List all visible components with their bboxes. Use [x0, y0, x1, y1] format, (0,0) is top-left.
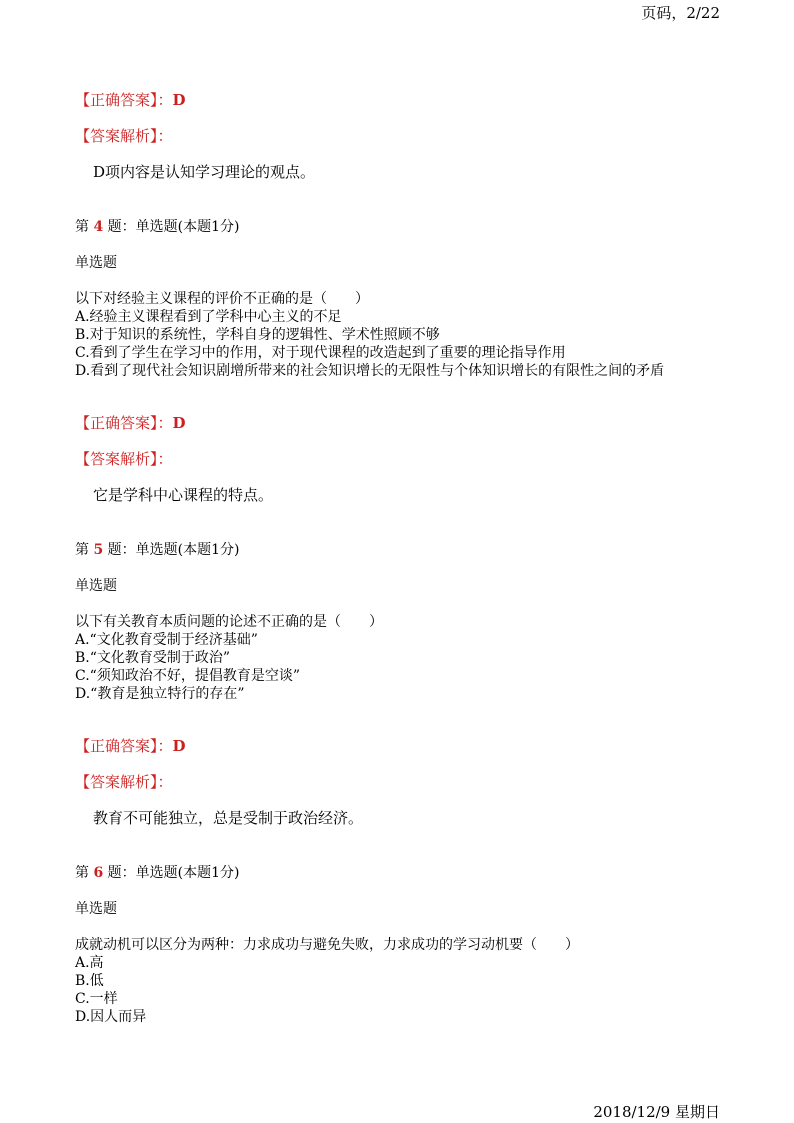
answer-analysis-text: 它是学科中心课程的特点。 — [93, 486, 274, 504]
question-number: 5 — [93, 542, 104, 558]
option-a: A.经验主义课程看到了学科中心主义的不足 — [75, 309, 342, 325]
option-a: A.高 — [75, 955, 104, 971]
option-list — [75, 954, 579, 1026]
option-c: C.看到了学生在学习中的作用，对于现代课程的改造起到了重要的理论指导作用 — [75, 345, 566, 361]
option-a: A.“文化教育受制于经济基础” — [75, 632, 258, 648]
question-type-info: 题：单选题(本题1分) — [107, 865, 240, 881]
option-b: B.对于知识的系统性，学科自身的逻辑性、学术性照顾不够 — [75, 327, 440, 343]
correct-answer-label: 【正确答案】： — [75, 737, 173, 755]
answer-analysis-text: D项内容是认知学习理论的观点。 — [93, 163, 316, 181]
question-prefix: 第 — [75, 865, 89, 881]
question-header — [75, 541, 240, 559]
question-type-label: 单选题 — [75, 578, 117, 594]
question-block — [75, 613, 383, 703]
answer-analysis-label: 【答案解析】： — [75, 773, 173, 791]
question-header — [75, 218, 240, 236]
option-c: C.一样 — [75, 991, 118, 1007]
question-stem: 以下对经验主义课程的评价不正确的是（ ） — [75, 291, 369, 307]
question-prefix: 第 — [75, 542, 89, 558]
question-type-info: 题：单选题(本题1分) — [107, 542, 240, 558]
print-date: 2018/12/9 星期日 — [593, 1103, 720, 1121]
answer-analysis-label: 【答案解析】： — [75, 127, 173, 145]
page-number: 页码，2/22 — [641, 4, 720, 22]
question-type-label: 单选题 — [75, 901, 117, 917]
correct-answer-value: D — [172, 737, 186, 755]
question-number: 6 — [93, 865, 104, 881]
question-prefix: 第 — [75, 219, 89, 235]
correct-answer-value: D — [172, 414, 186, 432]
correct-answer-label: 【正确答案】： — [75, 91, 173, 109]
option-list — [75, 308, 664, 380]
question-block — [75, 936, 579, 1026]
option-d: D.看到了现代社会知识剧增所带来的社会知识增长的无限性与个体知识增长的有限性之间的矛盾 — [75, 363, 665, 379]
option-list — [75, 631, 383, 703]
correct-answer-line — [75, 414, 186, 433]
option-d: D.因人而异 — [75, 1009, 147, 1025]
option-b: B.低 — [75, 973, 104, 989]
question-type-info: 题：单选题(本题1分) — [107, 219, 240, 235]
question-header — [75, 864, 240, 882]
answer-analysis-text: 教育不可能独立，总是受制于政治经济。 — [93, 809, 364, 827]
option-b: B.“文化教育受制于政治” — [75, 650, 231, 666]
correct-answer-value: D — [172, 91, 186, 109]
question-stem: 成就动机可以区分为两种：力求成功与避免失败，力求成功的学习动机要（ ） — [75, 937, 579, 953]
answer-analysis-label: 【答案解析】： — [75, 450, 173, 468]
correct-answer-label: 【正确答案】： — [75, 414, 173, 432]
option-c: C.“须知政治不好，提倡教育是空谈” — [75, 668, 300, 684]
question-stem: 以下有关教育本质问题的论述不正确的是（ ） — [75, 614, 383, 630]
correct-answer-line — [75, 737, 186, 756]
question-type-label: 单选题 — [75, 255, 117, 271]
question-number: 4 — [93, 219, 104, 235]
question-block — [75, 290, 664, 380]
option-d: D.“教育是独立特行的存在” — [75, 686, 245, 702]
correct-answer-line — [75, 91, 186, 110]
